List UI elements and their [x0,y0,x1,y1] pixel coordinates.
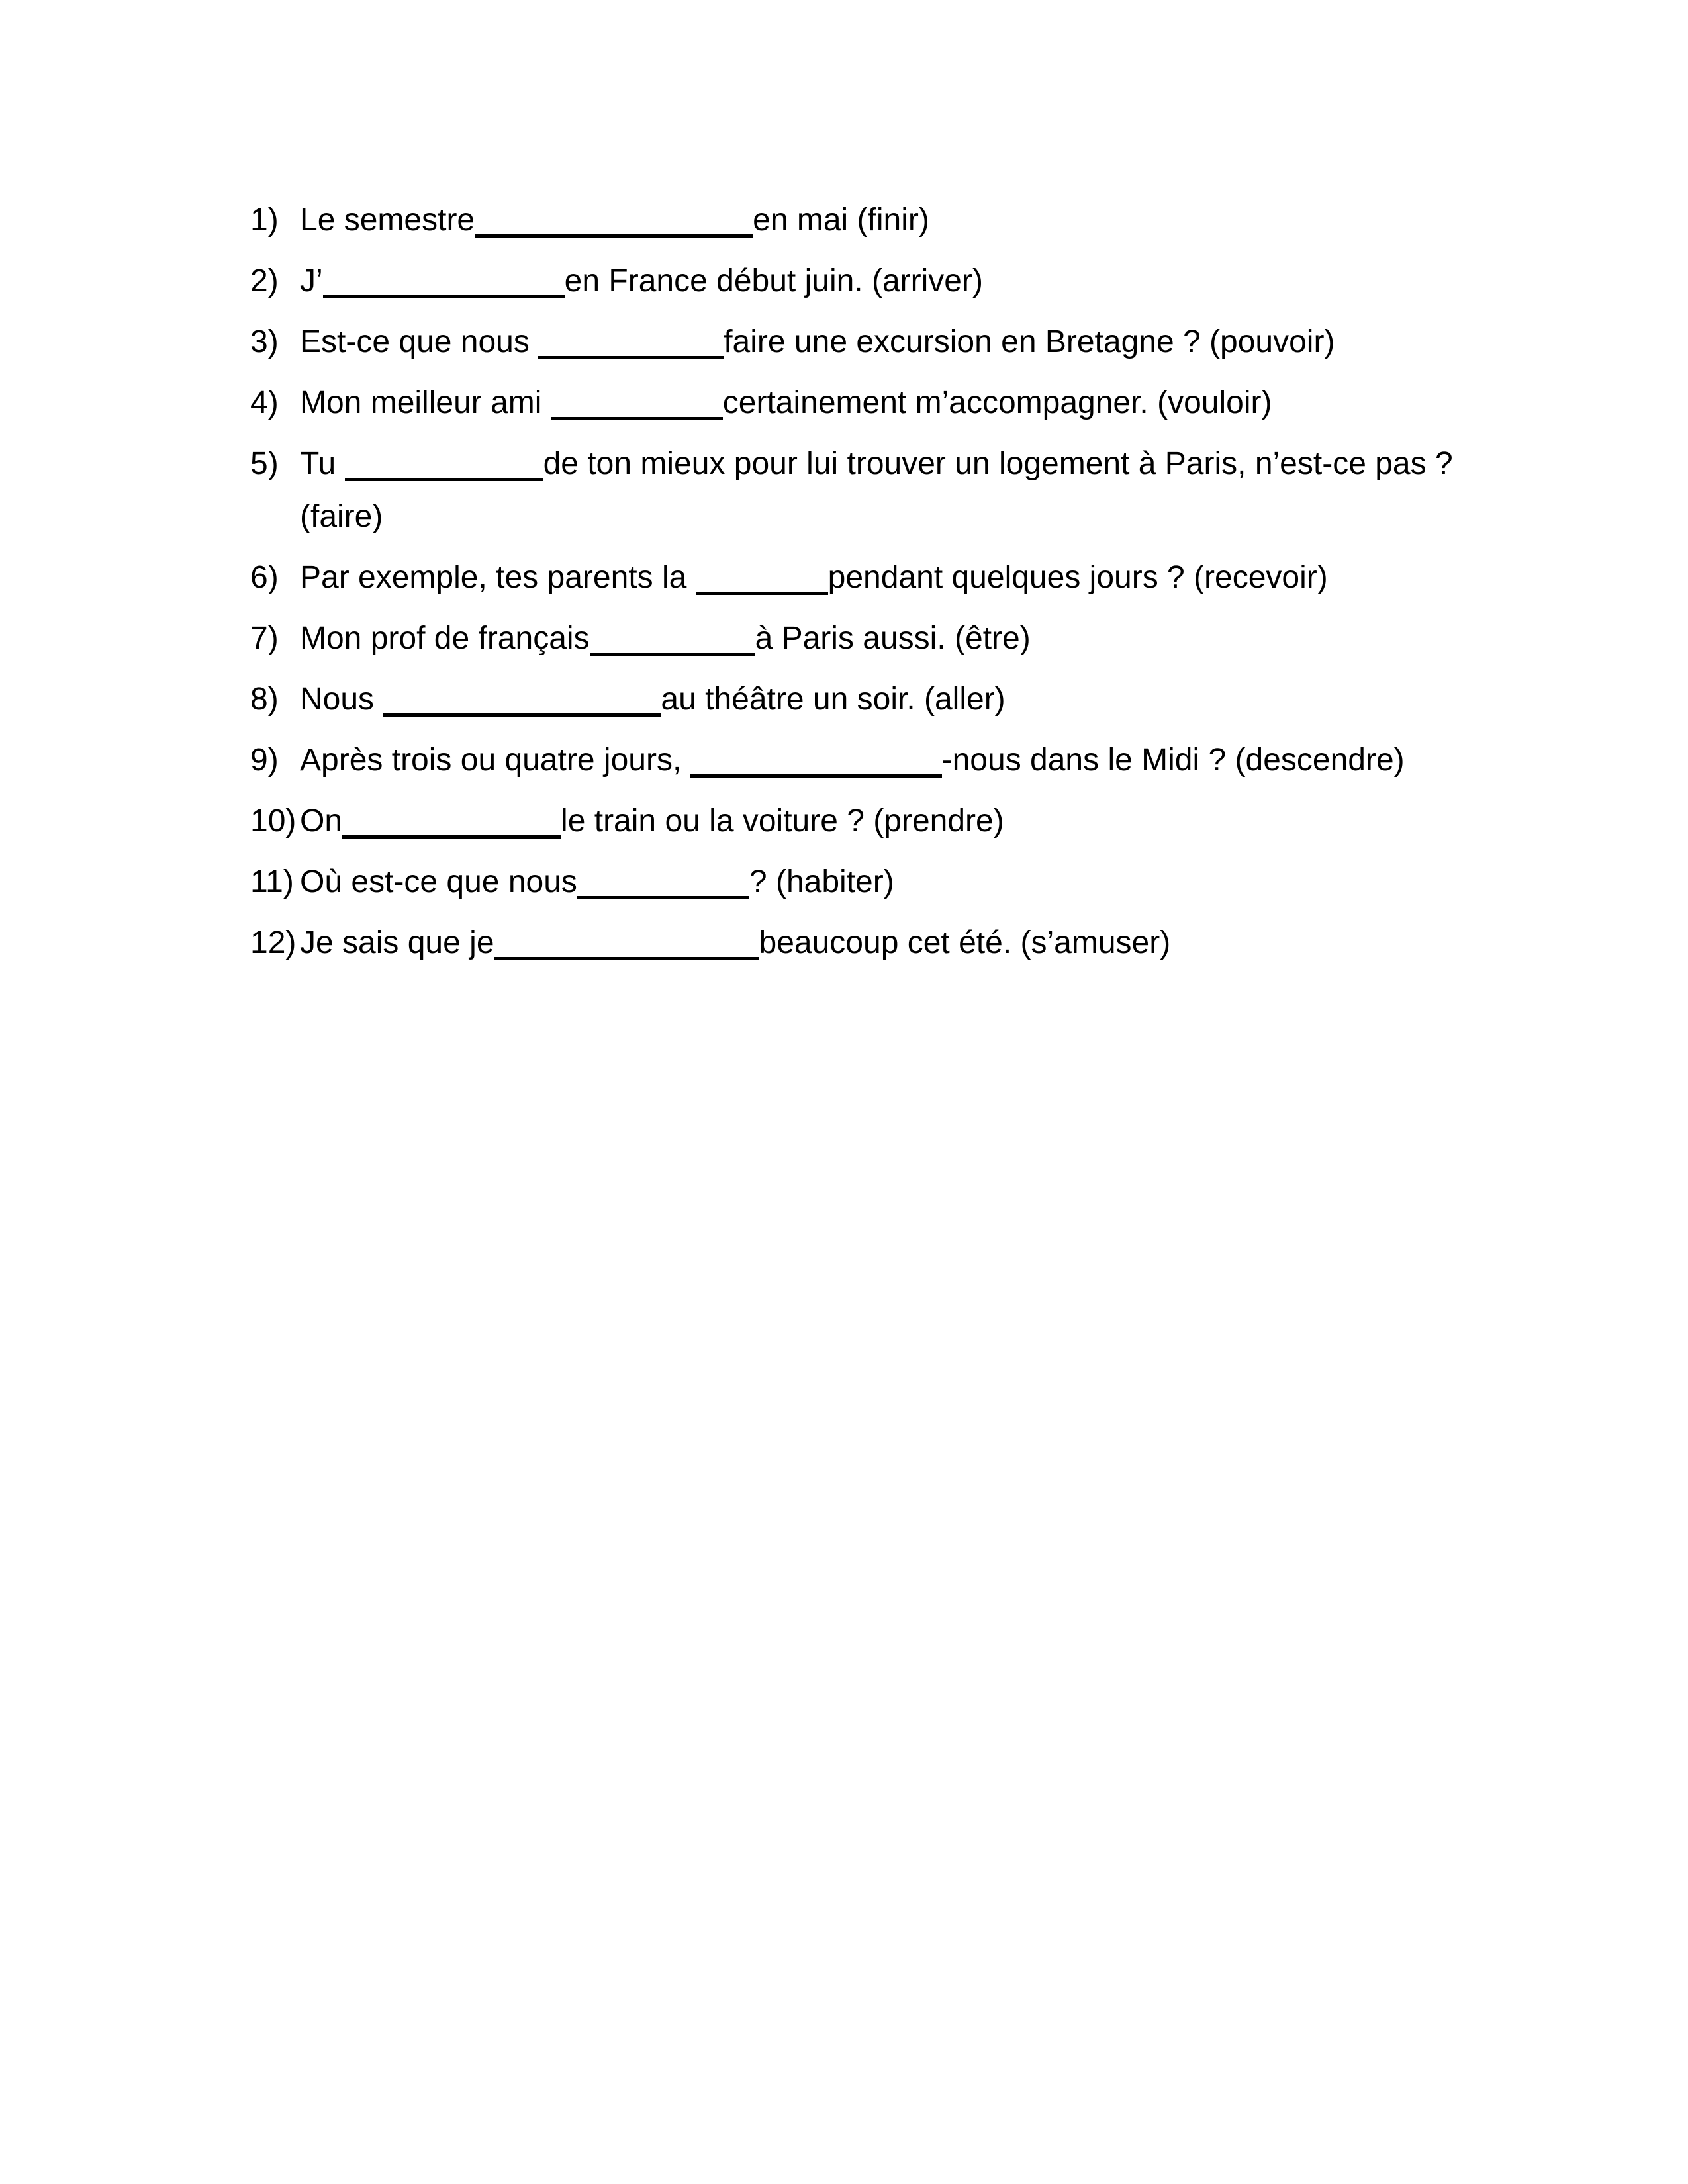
item-line [300,856,1508,909]
item-text-segment: J’ [300,263,323,298]
blank-line [538,356,724,359]
item-number: 1) [250,203,279,238]
exercise-item [250,551,1508,604]
item-line [300,734,1508,787]
exercise-item [250,194,1508,247]
item-text-segment: certainement m’accompagner. (vouloir) [722,385,1272,420]
item-number: 3) [250,324,279,359]
item-line [300,377,1508,430]
exercise-item [250,734,1508,787]
item-lines [300,673,1508,726]
exercise-item [250,673,1508,726]
item-number: 2) [250,263,279,298]
item-line [300,437,1508,490]
item-text-segment: de ton mieux pour lui trouver un logement à Paris, n’est-ce pas ? [543,446,1453,481]
item-line [300,490,1508,543]
item-number: 10) [250,803,297,839]
item-lines [300,255,1508,308]
item-number: 11) [250,864,294,899]
exercise-item [250,612,1508,665]
blank-line [590,653,755,656]
item-lines [300,377,1508,430]
item-number: 6) [250,560,279,595]
item-lines [300,795,1508,848]
exercise-item [250,795,1508,848]
item-text-segment: ? (habiter) [749,864,894,899]
item-number: 5) [250,446,279,481]
item-number: 8) [250,682,279,717]
blank-line [494,957,759,960]
item-line [300,551,1508,604]
item-text-segment: Mon meilleur ami [300,385,551,420]
item-text-segment: faire une excursion en Bretagne ? (pouvoir) [724,324,1335,359]
item-text-segment: Nous [300,682,383,717]
item-text-segment: Après trois ou quatre jours, [300,743,690,778]
item-lines [300,437,1508,543]
exercise-item [250,856,1508,909]
item-number: 9) [250,743,279,778]
item-line [300,795,1508,848]
blank-line [475,234,753,238]
item-line [300,316,1508,369]
exercise-list [250,194,1508,978]
item-text-segment: Où est-ce que nous [300,864,577,899]
exercise-item [250,255,1508,308]
blank-line [696,592,828,595]
item-text-segment: On [300,803,343,839]
item-lines [300,316,1508,369]
item-number: 4) [250,385,279,420]
item-lines [300,734,1508,787]
item-text-segment: Le semestre [300,203,475,238]
item-text-segment: (faire) [300,499,383,534]
item-lines [300,194,1508,247]
item-text-segment: pendant quelques jours ? (recevoir) [827,560,1328,595]
item-line [300,194,1508,247]
item-text-segment: Est-ce que nous [300,324,539,359]
item-lines [300,856,1508,909]
exercise-item [250,316,1508,369]
item-text-segment: en France début juin. (arriver) [564,263,983,298]
item-text-segment: Mon prof de français [300,621,590,656]
exercise-item [250,917,1508,970]
item-line [300,917,1508,970]
blank-line [383,713,661,717]
item-lines [300,917,1508,970]
item-line [300,255,1508,308]
item-text-segment: -nous dans le Midi ? (descendre) [941,743,1405,778]
blank-line [551,417,723,420]
blank-line [323,295,565,298]
item-number: 7) [250,621,279,656]
item-text-segment: beaucoup cet été. (s’amuser) [759,925,1171,960]
exercise-item [250,437,1508,543]
item-lines [300,612,1508,665]
exercise-item [250,377,1508,430]
blank-line [342,835,561,839]
blank-line [690,774,942,778]
item-text-segment: au théâtre un soir. (aller) [661,682,1006,717]
item-lines [300,551,1508,604]
item-line [300,673,1508,726]
item-text-segment: en mai (finir) [753,203,929,238]
item-line [300,612,1508,665]
item-number: 12) [250,925,297,960]
item-text-segment: Tu [300,446,345,481]
item-text-segment: Par exemple, tes parents la [300,560,696,595]
blank-line [345,478,543,481]
item-text-segment: le train ou la voiture ? (prendre) [561,803,1004,839]
item-text-segment: à Paris aussi. (être) [755,621,1031,656]
blank-line [577,896,749,899]
item-text-segment: Je sais que je [300,925,494,960]
